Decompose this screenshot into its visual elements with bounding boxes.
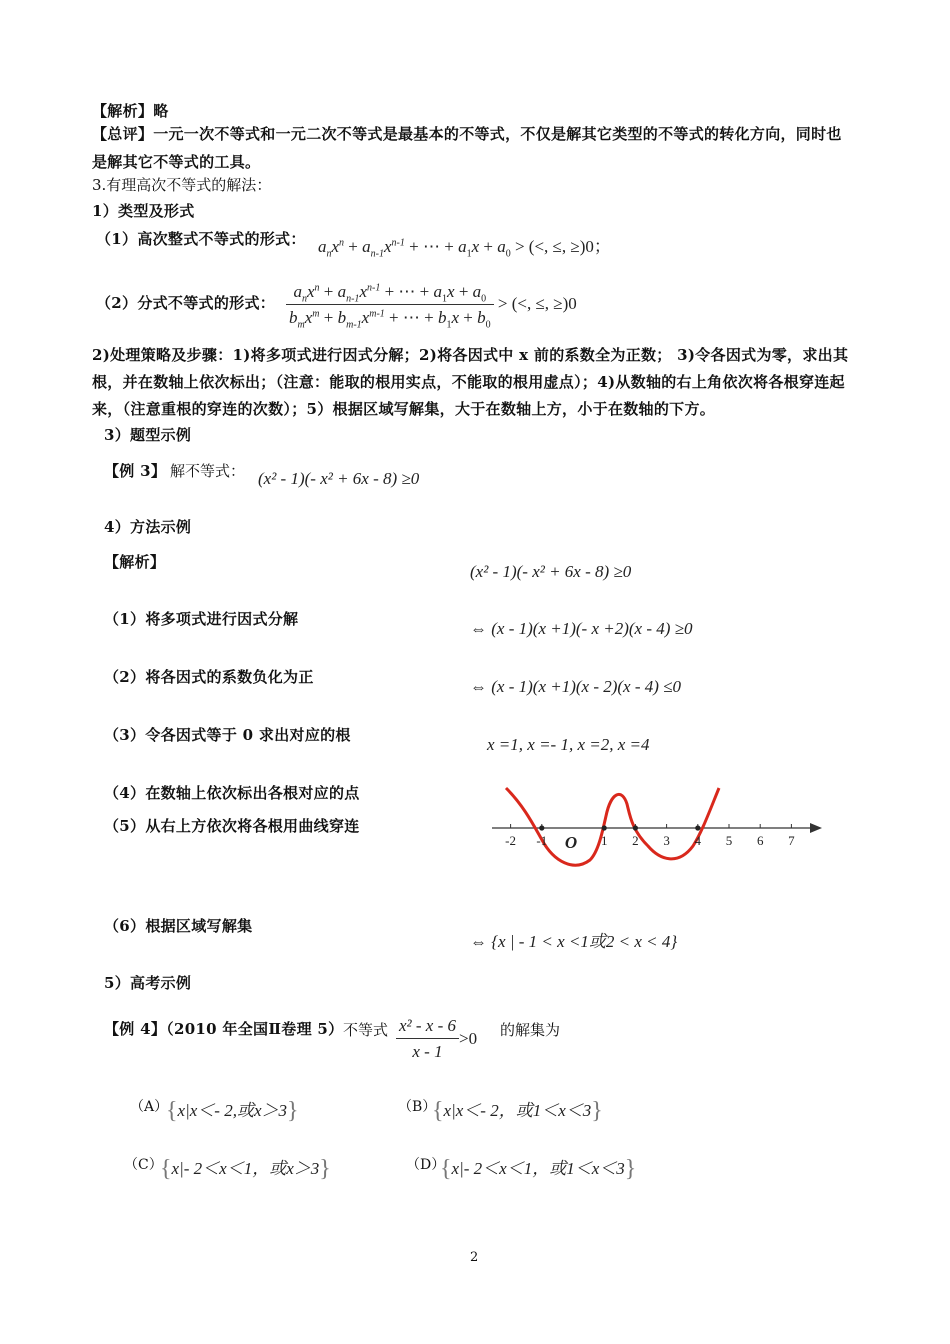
example-3-expression: (x² - 1)(- x² + 6x - 8) ≥0 (258, 469, 420, 488)
subsection-1-title: 1）类型及形式 (92, 202, 195, 220)
item-1-label: （1）高次整式不等式的形式： (96, 230, 306, 248)
option-d-set: {x|- 2＜x＜1，或1＜x＜3} (440, 1156, 637, 1182)
tick-label: 6 (756, 833, 764, 848)
strategy-paragraph: 2)处理策略及步骤：1)将多项式进行因式分解；2)将各因式中 x 前的系数全为正数； 3)令各因式为零，求出其根，并在数轴上依次标出；（注意：能取的根用实点，不能取的根用虚点）；4)从数轴的右上角依次将各根穿连起来，（注意重根的穿连的次数）；5）根据区域写解集，大于在数轴上方，小于在数轴的下方。 (92, 346, 849, 418)
axis-arrow-icon (810, 823, 822, 833)
fractional-inequality-formula: $\frac{a_nx^n + a_{n-1}x^{n-1} + \cdots + a_1x + a_0}{b_mx^m + b_{m-1}x^{m-1} + \cdots + b_1x + b_0}$ > (<, ≤, ≥)0 (286, 282, 577, 328)
example-3-label: 【例 3】 (104, 462, 167, 480)
option-a-content: x|x＜- 2,或x＞3 (177, 1101, 288, 1120)
option-c-key: （C） (124, 1157, 163, 1173)
step-1-label: （1）将多项式进行因式分解 (104, 610, 299, 628)
number-line-figure (488, 782, 828, 882)
example-4-text-1: 不等式 (343, 1021, 389, 1039)
root-point (602, 825, 607, 830)
tick-label: 3 (663, 833, 670, 848)
option-c-set: {x|- 2＜x＜1，或x＞3} (160, 1156, 331, 1182)
option-d-content: x|- 2＜x＜1，或1＜x＜3 (451, 1159, 625, 1178)
step-4-label: （4）在数轴上依次标出各根对应的点 (104, 784, 360, 802)
option-a-set: {x|x＜- 2,或x＞3} (166, 1098, 299, 1124)
tick-label: 1 (600, 833, 608, 848)
summary-paragraph: 【总评】一元一次不等式和一元二次不等式是最基本的不等式，不仅是解其它类型的不等式的转化方向，同时也是解其它不等式的工具。 (92, 125, 842, 171)
jiexi-heading: 【解析】略 (92, 102, 169, 120)
section-3-title: 3.有理高次不等式的解法： (92, 176, 272, 194)
subsection-3-title: 3）题型示例 (104, 426, 192, 444)
step-1-expr: ⇔ (x - 1)(x +1)(- x +2)(x - 4) ≥0 (470, 619, 693, 638)
option-a-key: （A） (130, 1099, 169, 1115)
step-6-label: （6）根据区域写解集 (104, 917, 253, 935)
step-2-label: （2）将各因式的系数负化为正 (104, 668, 314, 686)
example-4-label: 【例 4】（2010 年全国Ⅱ卷理 5） (104, 1020, 344, 1038)
origin-label: O (564, 833, 578, 852)
root-point (695, 825, 700, 830)
subsection-5-title: 5）高考示例 (104, 974, 192, 992)
fraction-numerator: x² - x - 6 (396, 1016, 459, 1039)
step-6-expr: ⇔ {x | - 1 < x <1或2 < x < 4} (470, 932, 678, 951)
option-b-content: x|x＜- 2，或1＜x＜3 (443, 1101, 592, 1120)
tick-label: 7 (788, 833, 795, 848)
option-b-key: （B） (398, 1099, 437, 1115)
example-4-fraction (396, 1016, 477, 1062)
tick-label: -2 (505, 833, 517, 848)
fraction-relation: >0 (459, 1029, 478, 1048)
example-4-text-2: 的解集为 (500, 1021, 561, 1039)
root-point (539, 825, 544, 830)
tick-label: 4 (694, 833, 702, 848)
page-number: 2 (470, 1250, 479, 1265)
option-c-content: x|- 2＜x＜1，或x＞3 (171, 1159, 320, 1178)
option-b-set: {x|x＜- 2，或1＜x＜3} (432, 1098, 603, 1124)
example-3-text: 解不等式： (170, 462, 246, 480)
root-point (633, 825, 638, 830)
step-3-expr: x =1, x =- 1, x =2, x =4 (487, 735, 650, 754)
step-5-label: （5）从右上方依次将各根用曲线穿连 (104, 817, 360, 835)
item-2-label: （2）分式不等式的形式： (96, 294, 276, 312)
solution-label: 【解析】 (104, 553, 166, 571)
polynomial-inequality-formula: $a_nx^n + a_{n-1}x^{n-1}$ + ⋯ + $a_1x + a_0$ > (<, ≤, ≥)0； (318, 237, 611, 260)
subsection-4-title: 4）方法示例 (104, 518, 192, 536)
step-2-expr: ⇔ (x - 1)(x +1)(x - 2)(x - 4) ≤0 (470, 677, 682, 696)
fraction-denominator: x - 1 (412, 1042, 443, 1061)
step-3-label: （3）令各因式等于 0 求出对应的根 (104, 726, 351, 744)
sign-curve (506, 788, 719, 865)
tick-label: 2 (632, 833, 639, 848)
option-d-key: （D） (406, 1157, 446, 1173)
tick-label: -1 (536, 833, 548, 848)
step-expr-original: (x² - 1)(- x² + 6x - 8) ≥0 (470, 562, 632, 581)
tick-label: 5 (725, 833, 733, 848)
